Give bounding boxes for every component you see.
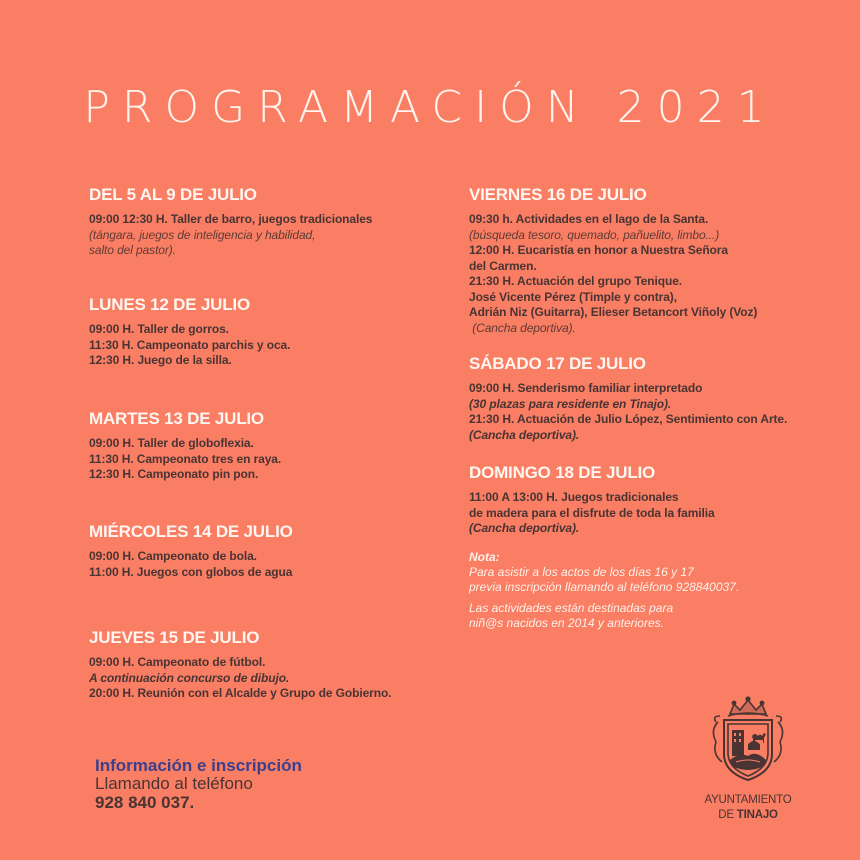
event-line: (30 plazas para residente en Tinajo). xyxy=(469,396,672,411)
event-line: (tángara, juegos de inteligencia y habilidad, xyxy=(89,227,316,242)
note-line: previa inscripción llamando al teléfono 928840037. xyxy=(469,580,740,594)
event-line: 21:30 H. Actuación del grupo Tenique. xyxy=(469,274,682,288)
note-line: Las actividades están destinadas para xyxy=(469,601,674,615)
event-line: Adrián Niz (Guitarra), Elieser Betancort Viñoly (Voz) xyxy=(469,305,758,319)
day-heading: MIÉRCOLES 14 DE JULIO xyxy=(89,522,293,541)
event-line: 09:00 H. Taller de globoflexia. xyxy=(89,436,254,450)
event-line: del Carmen. xyxy=(469,258,537,273)
schedule-day-section xyxy=(89,294,449,369)
logo-line-2 xyxy=(700,808,796,823)
event-line: 09:00 H. Campeonato de bola. xyxy=(89,549,257,563)
event-line: 21:30 H. Actuación de Julio López, Sentimiento con Arte. xyxy=(469,412,788,426)
schedule-day-section xyxy=(469,462,829,537)
schedule-day-section xyxy=(89,184,449,259)
event-line: (Cancha deportiva). xyxy=(469,427,580,442)
event-line: 12:30 H. Juego de la silla. xyxy=(89,353,232,367)
event-line: 09:30 h. Actividades en el lago de la Santa. xyxy=(469,212,709,226)
schedule-day-section xyxy=(89,627,449,702)
event-line: 11:00 H. Juegos con globos de agua xyxy=(89,564,293,579)
event-line: 09:00 H. Campeonato de fútbol. xyxy=(89,655,266,669)
event-line: 09:00 H. Senderismo familiar interpretado xyxy=(469,381,703,395)
logo-line-1: AYUNTAMIENTO xyxy=(704,794,792,806)
event-line: (Cancha deportiva). xyxy=(469,521,580,535)
event-line: José Vicente Pérez (Timple y contra), xyxy=(469,289,677,304)
day-heading: SÁBADO 17 DE JULIO xyxy=(469,354,646,373)
day-heading: VIERNES 16 DE JULIO xyxy=(469,185,647,204)
event-line: 12:00 H. Eucaristía en honor a Nuestra Señora xyxy=(469,243,728,257)
note-section xyxy=(469,550,829,631)
note-title: Nota: xyxy=(469,550,500,564)
info-block xyxy=(95,757,302,812)
info-title: Información e inscripción xyxy=(95,756,302,775)
event-line: 11:00 A 13:00 H. Juegos tradicionales xyxy=(469,490,679,504)
page-title: PROGRAMACIÓN 2021 xyxy=(83,82,777,133)
day-heading: DOMINGO 18 DE JULIO xyxy=(469,463,656,482)
event-line: 09:00 12:30 H. Taller de barro, juegos tradicionales xyxy=(89,212,373,226)
schedule-day-section xyxy=(89,408,449,483)
event-line: A continuación concurso de dibujo. xyxy=(89,670,290,685)
day-heading: MARTES 13 DE JULIO xyxy=(89,409,264,428)
event-line: 09:00 H. Taller de gorros. xyxy=(89,322,229,336)
event-line: 12:30 H. Campeonato pin pon. xyxy=(89,467,259,481)
schedule-day-section xyxy=(469,184,829,336)
event-line: 20:00 H. Reunión con el Alcalde y Grupo de Gobierno. xyxy=(89,686,392,700)
event-line: 11:30 H. Campeonato parchis y oca. xyxy=(89,337,291,352)
note-line: Para asistir a los actos de los días 16 y 17 xyxy=(469,565,694,579)
schedule-day-section xyxy=(469,353,829,443)
event-line: (búsqueda tesoro, quemado, pañuelito, limbo...) xyxy=(469,227,720,242)
municipal-logo xyxy=(700,692,796,823)
info-phone: 928 840 037. xyxy=(95,793,195,812)
day-heading: JUEVES 15 DE JULIO xyxy=(89,628,260,647)
day-heading: DEL 5 AL 9 DE JULIO xyxy=(89,185,257,204)
logo-town-name: TINAJO xyxy=(736,809,778,821)
event-line: de madera para el disfrute de toda la familia xyxy=(469,505,715,520)
logo-prefix: DE xyxy=(718,809,737,821)
coat-of-arms-icon xyxy=(700,692,796,788)
info-subtitle: Llamando al teléfono xyxy=(95,774,253,793)
schedule-day-section xyxy=(89,521,449,580)
note-line: niñ@s nacidos en 2014 y anteriores. xyxy=(469,616,664,630)
day-heading: LUNES 12 DE JULIO xyxy=(89,295,250,314)
event-line: (Cancha deportiva). xyxy=(469,320,576,335)
event-line: 11:30 H. Campeonato tres en raya. xyxy=(89,451,282,466)
event-line: salto del pastor). xyxy=(89,243,176,257)
